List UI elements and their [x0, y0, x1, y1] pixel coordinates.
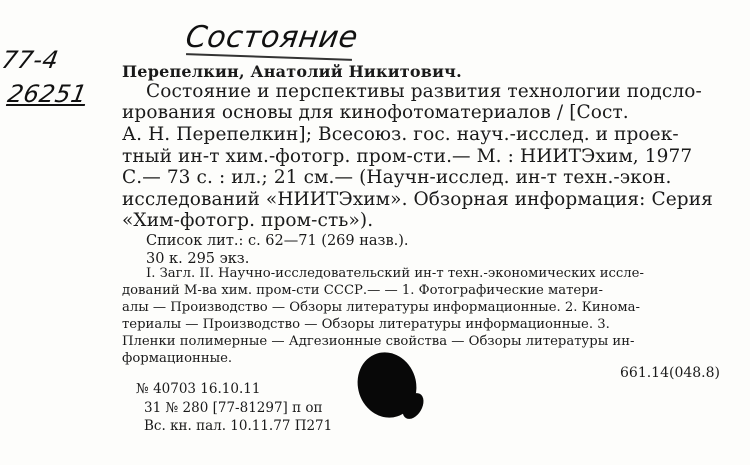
- title-line-1: Состояние и перспективы развития технологии подсло-: [146, 81, 702, 102]
- record-line-1: № 40703 16.10.11: [136, 381, 261, 397]
- price-print: 30 к. 295 экз.: [146, 251, 250, 267]
- tracing-line-4: териалы — Производство — Обзоры литературы информационные. 3.: [122, 317, 610, 332]
- author-heading: Перепелкин, Анатолий Никитович.: [122, 62, 462, 81]
- classification-index: 661.14(048.8): [620, 365, 720, 381]
- title-line-7: «Хим-фотогр. пром-сть»).: [122, 210, 374, 231]
- title-line-3: А. Н. Перепелкин]; Всесоюз. гос. науч.-исслед. и проек-: [122, 124, 679, 145]
- tracing-line-1: I. Загл. II. Научно-исследовательский ин-т техн.-экономических иссле-: [146, 266, 644, 281]
- tracing-line-6: формационные.: [122, 351, 233, 366]
- tracing-line-5: Пленки полимерные — Адгезионные свойства — Обзоры литературы ин-: [122, 334, 635, 349]
- handwritten-heading: Состояние: [183, 20, 361, 55]
- title-line-5: С.— 73 с. : ил.; 21 см.— (Научн-исслед. ин-т техн.-экон.: [122, 167, 672, 188]
- inventory-number: 26251: [5, 80, 90, 108]
- title-line-2: ирования основы для кинофотоматериалов / [Сост.: [122, 102, 629, 123]
- title-line-6: исследований «НИИТЭхим». Обзорная информация: Серия: [122, 189, 713, 210]
- bibliography-note: Список лит.: с. 62—71 (269 назв.).: [146, 233, 409, 249]
- record-line-3: Вс. кн. пал. 10.11.77 П271: [144, 418, 333, 434]
- tracing-line-3: алы — Производство — Обзоры литературы информационные. 2. Кинома-: [122, 300, 640, 315]
- shelf-mark: 77-4: [0, 46, 61, 74]
- title-line-4: тный ин-т хим.-фотогр. пром-сти.— М. : НИИТЭхим, 1977: [122, 146, 693, 167]
- record-line-2: 31 № 280 [77-81297] п оп: [144, 400, 323, 416]
- tracing-line-2: дований М-ва хим. пром-сти СССР.— — 1. Фотографические матери-: [122, 283, 603, 298]
